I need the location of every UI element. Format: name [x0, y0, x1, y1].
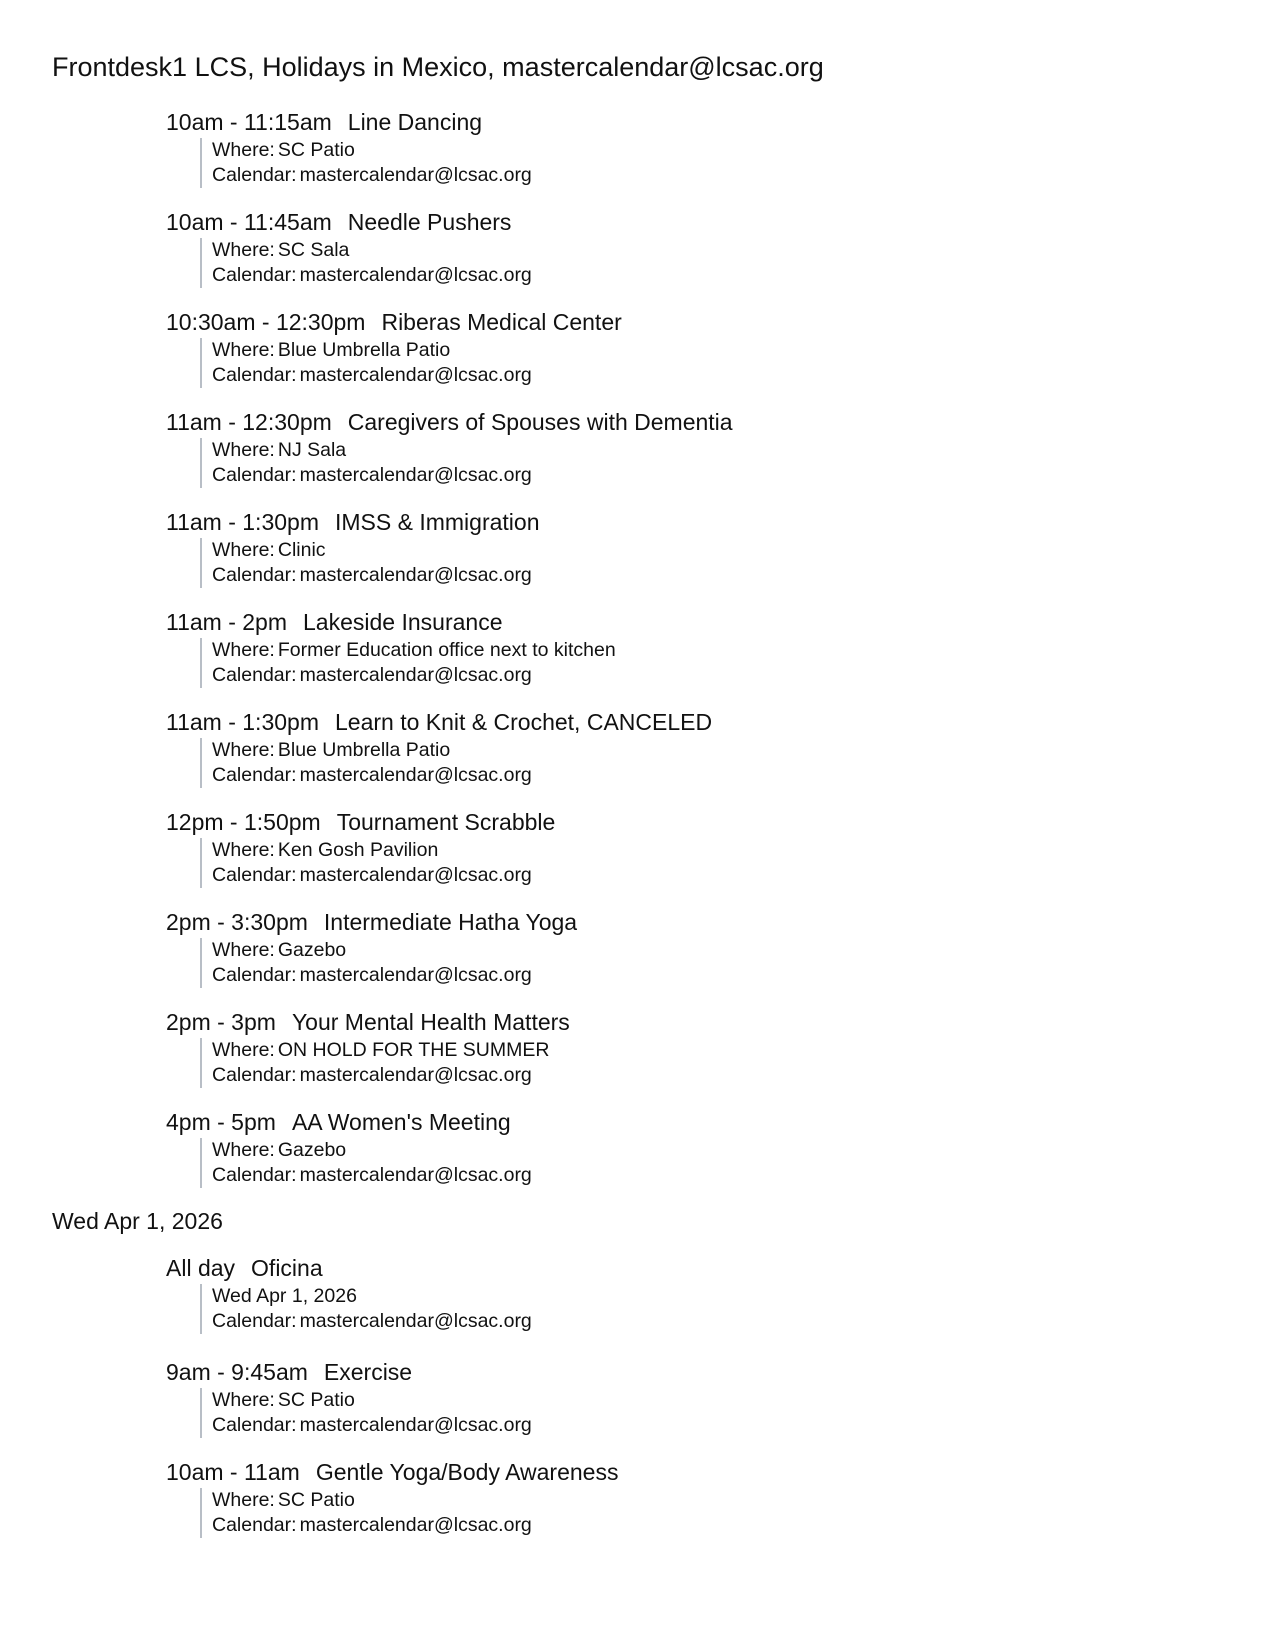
event-where	[212, 238, 532, 263]
page-title: Frontdesk1 LCS, Holidays in Mexico, mastercalendar@lcsac.org	[52, 52, 824, 82]
where-value: ON HOLD FOR THE SUMMER	[277, 1039, 550, 1061]
event-where	[212, 738, 712, 763]
event-item[interactable]	[166, 308, 622, 388]
event-title-row[interactable]	[166, 608, 616, 636]
event-title[interactable]: Intermediate Hatha Yoga	[323, 909, 578, 935]
event-title-row[interactable]	[166, 708, 712, 736]
calendar-label: Calendar:	[212, 864, 297, 886]
event-title-row[interactable]	[166, 1008, 570, 1036]
event-details	[200, 1388, 532, 1438]
calendar-label: Calendar:	[212, 164, 297, 186]
calendar-value: mastercalendar@lcsac.org	[299, 464, 532, 486]
event-calendar	[212, 763, 712, 788]
where-value: SC Sala	[277, 239, 350, 261]
event-where	[212, 438, 733, 463]
calendar-label: Calendar:	[212, 464, 297, 486]
where-value: Blue Umbrella Patio	[277, 339, 451, 361]
where-label: Where:	[212, 1139, 275, 1161]
event-where	[212, 938, 577, 963]
event-calendar	[212, 163, 532, 188]
calendar-label: Calendar:	[212, 564, 297, 586]
calendar-value: mastercalendar@lcsac.org	[299, 864, 532, 886]
event-details	[200, 438, 733, 488]
event-details	[200, 138, 532, 188]
event-time: 2pm - 3:30pm	[166, 909, 308, 935]
event-time: 10am - 11am	[166, 1459, 300, 1485]
event-calendar	[212, 663, 616, 688]
event-time: 10am - 11:45am	[166, 209, 332, 235]
event-title-row[interactable]	[166, 1254, 532, 1282]
event-calendar	[212, 363, 622, 388]
where-label: Where:	[212, 239, 275, 261]
calendar-label: Calendar:	[212, 664, 297, 686]
event-where	[212, 138, 532, 163]
calendar-label: Calendar:	[212, 1310, 297, 1332]
where-label: Where:	[212, 339, 275, 361]
event-calendar	[212, 263, 532, 288]
event-title-row[interactable]	[166, 108, 532, 136]
event-details	[200, 1138, 532, 1188]
event-item[interactable]	[166, 1108, 532, 1188]
event-where	[212, 838, 555, 863]
where-value: Blue Umbrella Patio	[277, 739, 451, 761]
where-label: Where:	[212, 539, 275, 561]
event-title[interactable]: AA Women's Meeting	[291, 1109, 511, 1135]
calendar-label: Calendar:	[212, 964, 297, 986]
event-details	[200, 338, 622, 388]
event-calendar	[212, 1163, 532, 1188]
event-item[interactable]	[166, 608, 616, 688]
where-value: SC Patio	[277, 1389, 355, 1411]
event-date: Wed Apr 1, 2026	[212, 1285, 357, 1307]
event-item[interactable]	[166, 908, 577, 988]
event-where	[212, 1138, 532, 1163]
event-calendar	[212, 863, 555, 888]
where-label: Where:	[212, 439, 275, 461]
event-time: 12pm - 1:50pm	[166, 809, 321, 835]
where-label: Where:	[212, 1389, 275, 1411]
event-time: 4pm - 5pm	[166, 1109, 276, 1135]
event-title-row[interactable]	[166, 308, 622, 336]
event-title-row[interactable]	[166, 508, 539, 536]
event-title-row[interactable]	[166, 808, 555, 836]
event-item[interactable]	[166, 1358, 532, 1438]
day-heading: Wed Apr 1, 2026	[52, 1208, 223, 1234]
calendar-value: mastercalendar@lcsac.org	[299, 1414, 532, 1436]
event-title[interactable]: Tournament Scrabble	[336, 809, 556, 835]
where-value: Former Education office next to kitchen	[277, 639, 616, 661]
event-details	[200, 838, 555, 888]
event-item[interactable]	[166, 408, 733, 488]
event-calendar	[212, 1309, 532, 1334]
event-title-row[interactable]	[166, 208, 532, 236]
calendar-label: Calendar:	[212, 1414, 297, 1436]
event-title[interactable]: Oficina	[251, 1255, 323, 1281]
calendar-label: Calendar:	[212, 1514, 297, 1536]
calendar-value: mastercalendar@lcsac.org	[299, 264, 532, 286]
where-value: Clinic	[277, 539, 326, 561]
event-title[interactable]: Your Mental Health Matters	[291, 1009, 570, 1035]
event-time: 11am - 12:30pm	[166, 409, 332, 435]
event-title[interactable]: Learn to Knit & Crochet, CANCELED	[334, 709, 713, 735]
where-label: Where:	[212, 1489, 275, 1511]
event-title[interactable]: Line Dancing	[347, 109, 483, 135]
event-time: 2pm - 3pm	[166, 1009, 276, 1035]
event-time: 10:30am - 12:30pm	[166, 309, 366, 335]
calendar-label: Calendar:	[212, 1064, 297, 1086]
calendar-value: mastercalendar@lcsac.org	[299, 164, 532, 186]
event-title[interactable]: Riberas Medical Center	[381, 309, 622, 335]
event-title-row[interactable]	[166, 908, 577, 936]
event-where	[212, 1488, 618, 1513]
event-title[interactable]: Caregivers of Spouses with Dementia	[347, 409, 733, 435]
event-where	[212, 538, 539, 563]
event-calendar	[212, 1513, 618, 1538]
event-title[interactable]: Gentle Yoga/Body Awareness	[315, 1459, 619, 1485]
event-where	[212, 1388, 532, 1413]
event-details	[200, 1038, 570, 1088]
event-time: 11am - 1:30pm	[166, 709, 319, 735]
calendar-value: mastercalendar@lcsac.org	[299, 1310, 532, 1332]
calendar-value: mastercalendar@lcsac.org	[299, 964, 532, 986]
calendar-label: Calendar:	[212, 764, 297, 786]
event-title-row[interactable]	[166, 1358, 532, 1386]
calendar-value: mastercalendar@lcsac.org	[299, 564, 532, 586]
calendar-label: Calendar:	[212, 364, 297, 386]
calendar-value: mastercalendar@lcsac.org	[299, 1514, 532, 1536]
where-label: Where:	[212, 139, 275, 161]
calendar-value: mastercalendar@lcsac.org	[299, 764, 532, 786]
event-details	[200, 538, 539, 588]
event-title[interactable]: Exercise	[323, 1359, 413, 1385]
event-item[interactable]	[166, 108, 532, 188]
event-time: 10am - 11:15am	[166, 109, 332, 135]
calendar-label: Calendar:	[212, 264, 297, 286]
where-value: SC Patio	[277, 1489, 355, 1511]
event-details	[200, 238, 532, 288]
event-time: All day	[166, 1255, 236, 1281]
event-calendar	[212, 1063, 570, 1088]
event-item[interactable]	[166, 1008, 570, 1088]
event-title[interactable]: IMSS & Immigration	[334, 509, 540, 535]
where-label: Where:	[212, 939, 275, 961]
calendar-label: Calendar:	[212, 1164, 297, 1186]
event-item[interactable]	[166, 1458, 618, 1538]
event-item-all-day[interactable]	[166, 1254, 532, 1334]
event-calendar	[212, 963, 577, 988]
event-details	[200, 1284, 532, 1334]
where-value: Gazebo	[277, 1139, 347, 1161]
event-item[interactable]	[166, 508, 539, 588]
event-title[interactable]: Lakeside Insurance	[303, 609, 503, 635]
event-title[interactable]: Needle Pushers	[347, 209, 512, 235]
event-item[interactable]	[166, 208, 532, 288]
event-item[interactable]	[166, 708, 712, 788]
event-calendar	[212, 563, 539, 588]
calendar-value: mastercalendar@lcsac.org	[299, 1164, 532, 1186]
calendar-value: mastercalendar@lcsac.org	[299, 664, 532, 686]
event-calendar	[212, 463, 733, 488]
calendar-value: mastercalendar@lcsac.org	[299, 1064, 532, 1086]
event-time: 11am - 1:30pm	[166, 509, 319, 535]
event-title-row[interactable]	[166, 1458, 618, 1486]
event-where	[212, 1038, 570, 1063]
event-item[interactable]	[166, 808, 555, 888]
event-details	[200, 638, 616, 688]
event-calendar	[212, 1413, 532, 1438]
event-details	[200, 938, 577, 988]
where-label: Where:	[212, 1039, 275, 1061]
calendar-value: mastercalendar@lcsac.org	[299, 364, 532, 386]
event-time: 9am - 9:45am	[166, 1359, 308, 1385]
where-value: SC Patio	[277, 139, 355, 161]
event-where	[212, 638, 616, 663]
event-title-row[interactable]	[166, 408, 733, 436]
event-details	[200, 738, 712, 788]
where-value: Gazebo	[277, 939, 347, 961]
where-value: NJ Sala	[277, 439, 347, 461]
where-label: Where:	[212, 739, 275, 761]
where-label: Where:	[212, 839, 275, 861]
event-details	[200, 1488, 618, 1538]
event-title-row[interactable]	[166, 1108, 532, 1136]
event-where	[212, 338, 622, 363]
where-value: Ken Gosh Pavilion	[277, 839, 439, 861]
event-time: 11am - 2pm	[166, 609, 288, 635]
where-label: Where:	[212, 639, 275, 661]
